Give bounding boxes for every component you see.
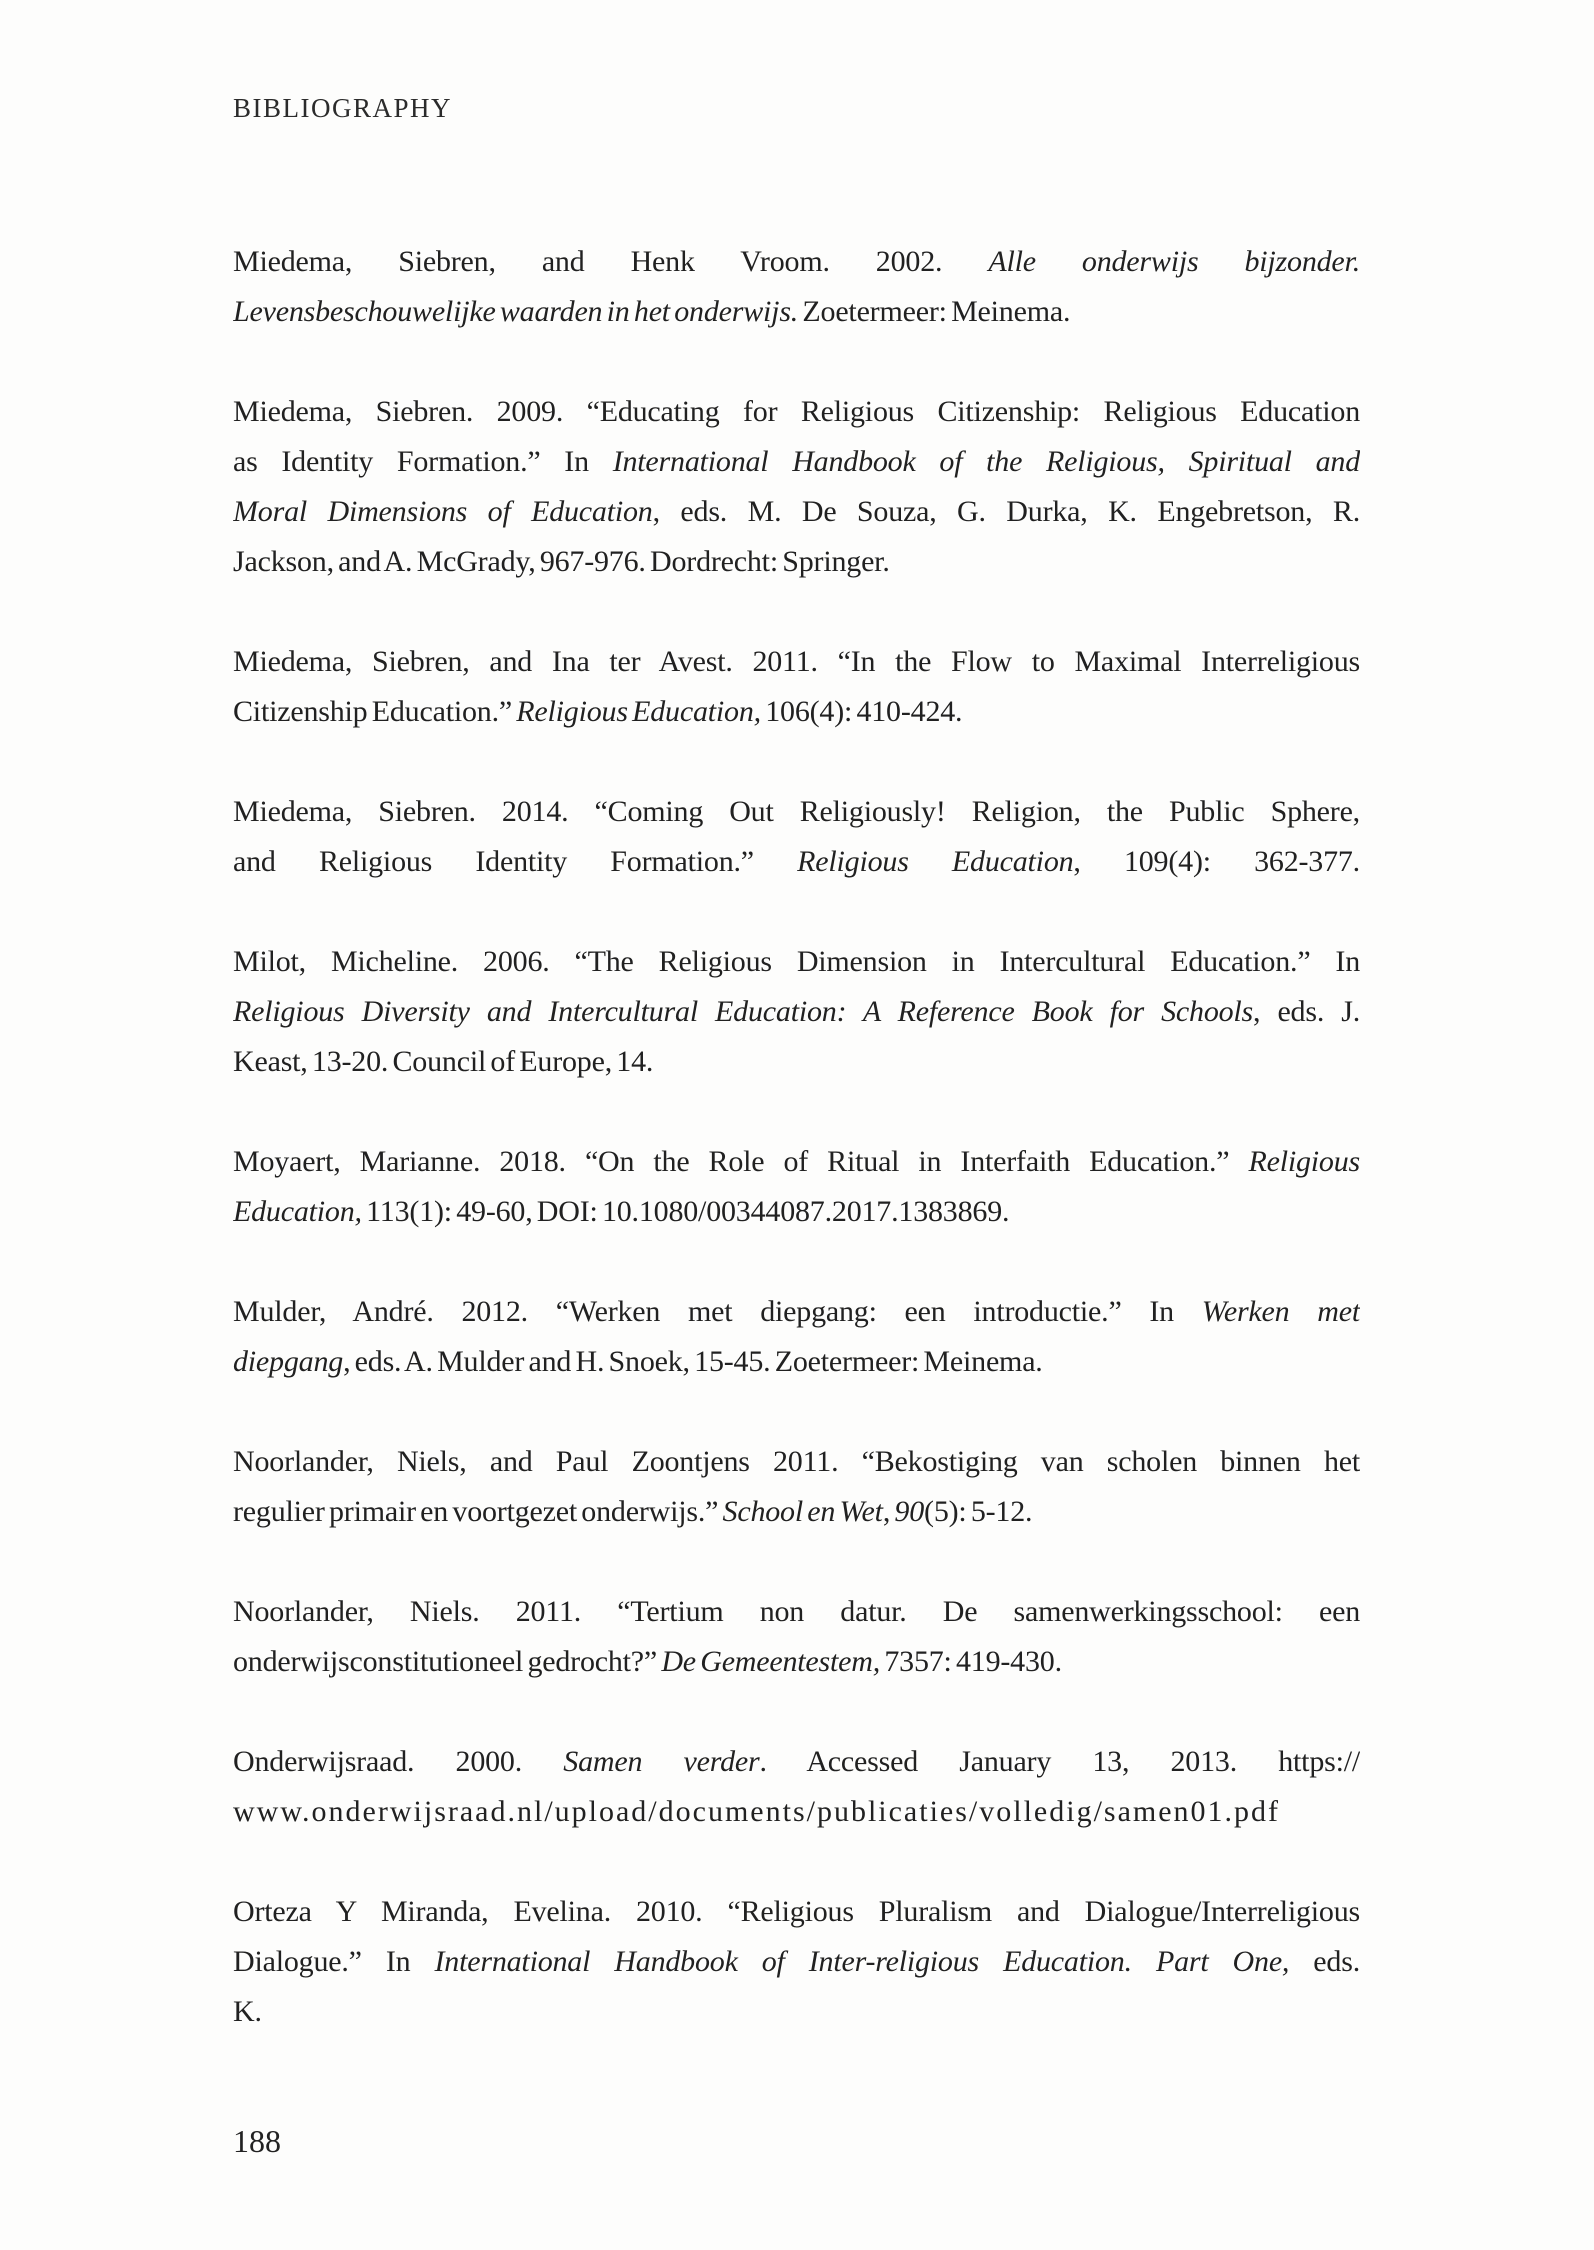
bibliography-line: Education, 113(1): 49-60, DOI: 10.1080/00344087.2017.1383869. [233, 1195, 1010, 1228]
bibliography-line: Orteza Y Miranda, Evelina. 2010. “Religious Pluralism and Dialogue/Interreligious [233, 1895, 1360, 1928]
bibliography-entry [233, 1887, 1360, 2037]
bibliography-line: Miedema, Siebren. 2009. “Educating for Religious Citizenship: Religious Education [233, 395, 1360, 428]
bibliography-line: K. [233, 1995, 262, 2028]
bibliography-line: Jackson, and A. McGrady, 967-976. Dordrecht: Springer. [233, 545, 890, 578]
bibliography-line: Religious Diversity and Intercultural Education: A Reference Book for Schools, eds. J. [233, 995, 1360, 1028]
bibliography-line: onderwijsconstitutioneel gedrocht?” De Gemeentestem, 7357: 419-430. [233, 1645, 1062, 1678]
bibliography-line: Noorlander, Niels, and Paul Zoontjens 2011. “Bekostiging van scholen binnen het [233, 1445, 1360, 1478]
bibliography-line: Moyaert, Marianne. 2018. “On the Role of Ritual in Interfaith Education.” Religious [233, 1145, 1360, 1178]
bibliography-line: Keast, 13-20. Council of Europe, 14. [233, 1045, 654, 1078]
bibliography-entry [233, 1737, 1360, 1837]
bibliography-entry [233, 937, 1360, 1087]
bibliography-entry [233, 1437, 1360, 1537]
bibliography-line: Onderwijsraad. 2000. Samen verder. Accessed January 13, 2013. https:// [233, 1745, 1360, 1778]
bibliography-line: Miedema, Siebren, and Ina ter Avest. 2011. “In the Flow to Maximal Interreligious [233, 645, 1360, 678]
bibliography-line: Moral Dimensions of Education, eds. M. De Souza, G. Durka, K. Engebretson, R. [233, 495, 1360, 528]
bibliography-entry [233, 1287, 1360, 1387]
bibliography-line: regulier primair en voortgezet onderwijs.” School en Wet, 90(5): 5-12. [233, 1495, 1033, 1528]
bibliography-line: www.onderwijsraad.nl/upload/documents/publicaties/volledig/samen01.pdf [233, 1795, 1281, 1828]
bibliography-entry [233, 387, 1360, 587]
page-number: 188 [233, 2123, 281, 2159]
bibliography-entries [233, 237, 1360, 2087]
bibliography-line: diepgang, eds. A. Mulder and H. Snoek, 15-45. Zoetermeer: Meinema. [233, 1345, 1043, 1378]
bibliography-entry [233, 637, 1360, 737]
bibliography-entry [233, 787, 1360, 887]
bibliography-line: and Religious Identity Formation.” Religious Education, 109(4): 362-377. [233, 845, 1360, 878]
bibliography-line: Milot, Micheline. 2006. “The Religious Dimension in Intercultural Education.” In [233, 945, 1360, 978]
bibliography-line: Levensbeschouwelijke waarden in het onderwijs. Zoetermeer: Meinema. [233, 295, 1071, 328]
bibliography-entry [233, 237, 1360, 337]
bibliography-entry [233, 1137, 1360, 1237]
bibliography-line: Mulder, André. 2012. “Werken met diepgang: een introductie.” In Werken met [233, 1295, 1360, 1328]
bibliography-line: Miedema, Siebren. 2014. “Coming Out Religiously! Religion, the Public Sphere, [233, 795, 1360, 828]
page-header: BIBLIOGRAPHY [233, 93, 453, 123]
bibliography-line: Miedema, Siebren, and Henk Vroom. 2002. Alle onderwijs bijzonder. [233, 245, 1360, 278]
bibliography-line: Noorlander, Niels. 2011. “Tertium non datur. De samenwerkingsschool: een [233, 1595, 1360, 1628]
bibliography-line: Citizenship Education.” Religious Education, 106(4): 410-424. [233, 695, 963, 728]
bibliography-entry [233, 1587, 1360, 1687]
bibliography-line: Dialogue.” In International Handbook of Inter-religious Education. Part One, eds. [233, 1945, 1360, 1978]
bibliography-line: as Identity Formation.” In International Handbook of the Religious, Spiritual and [233, 445, 1360, 478]
